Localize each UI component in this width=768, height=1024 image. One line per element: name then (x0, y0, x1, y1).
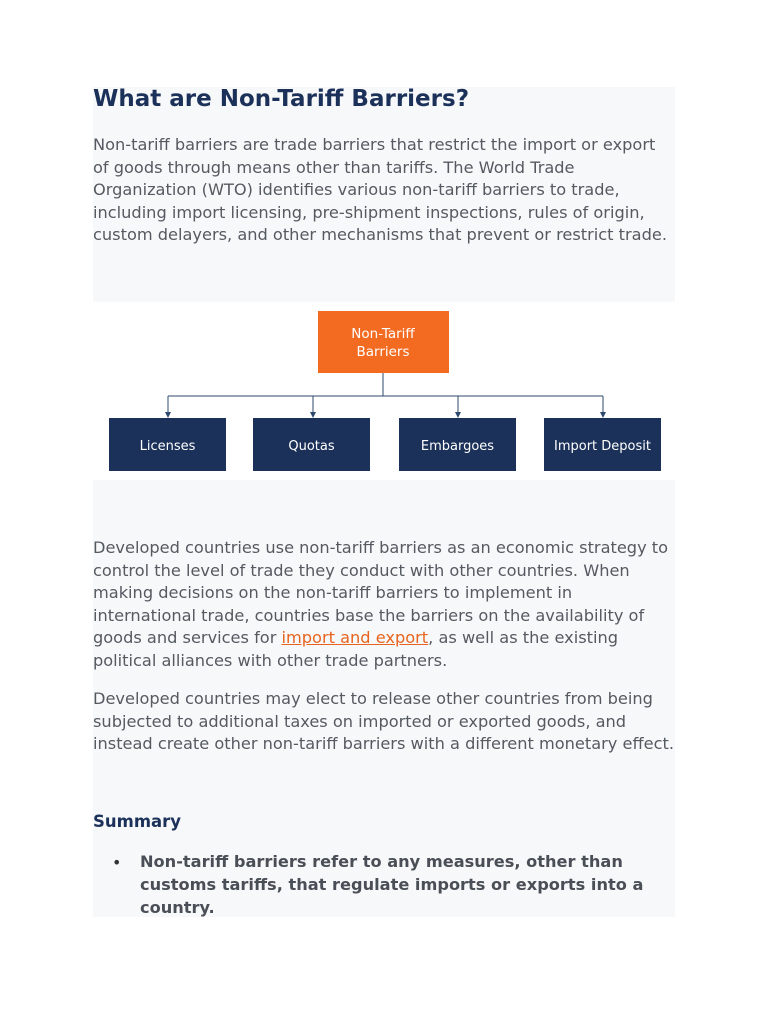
bullet-line: country. (140, 898, 215, 917)
summary-heading: Summary (93, 812, 182, 831)
para-line: international trade, countries base the barriers on the availability of (93, 605, 645, 625)
para-line: Developed countries use non-tariff barriers as an economic strategy to (93, 538, 669, 557)
diagram-child-licenses (109, 418, 226, 471)
bullet-dot: • (112, 853, 122, 872)
root-label-line1: Non-Tariff (351, 326, 415, 342)
paragraph-developed-countries (93, 537, 668, 672)
intro-paragraph (93, 134, 667, 247)
summary-bullet-item (140, 850, 643, 919)
intro-line: Non-tariff barriers are trade barriers that restrict the import or export (93, 135, 656, 154)
diagram-root-node (318, 311, 449, 373)
root-label-line2: Barriers (356, 344, 410, 360)
diagram-connectors (168, 373, 603, 415)
intro-line: including import licensing, pre-shipment inspections, rules of origin, (93, 202, 645, 222)
para-line: Developed countries may elect to release other countries from being (93, 689, 653, 708)
child-label: Import Deposit (554, 439, 651, 454)
bullet-line: customs tariffs, that regulate imports or exports into a (140, 875, 644, 894)
page-title: What are Non-Tariff Barriers? (93, 86, 470, 112)
bullet-line: Non-tariff barriers refer to any measures, other than (140, 852, 623, 871)
para-line (93, 627, 668, 650)
diagram-svg (93, 302, 675, 480)
para-text: goods and services for (93, 628, 282, 647)
para-line: control the level of trade they conduct with other countries. When (93, 560, 630, 580)
para-line: instead create other non-tariff barriers with a different monetary effect. (93, 734, 674, 753)
diagram-child-embargoes (399, 418, 516, 471)
diagram-child-import-deposit (544, 418, 661, 471)
non-tariff-barriers-diagram (93, 302, 675, 480)
intro-line: Organization (WTO) identifies various non-tariff barriers to trade, (93, 180, 620, 199)
para-line: subjected to additional taxes on imported or exported goods, and (93, 711, 627, 731)
child-label: Quotas (288, 439, 335, 454)
import-export-link[interactable]: import and export (281, 628, 429, 647)
intro-line: custom delayers, and other mechanisms that prevent or restrict trade. (93, 225, 667, 244)
intro-line: of goods through means other than tariffs. The World Trade (93, 157, 575, 177)
para-line: making decisions on the non-tariff barriers to implement in (93, 583, 573, 602)
diagram-child-quotas (253, 418, 370, 471)
child-label: Embargoes (420, 439, 495, 454)
para-text: , as well as the existing (428, 628, 619, 647)
child-label: Licenses (139, 439, 196, 454)
para-line: political alliances with other trade partners. (93, 650, 448, 670)
paragraph-release (93, 688, 674, 756)
